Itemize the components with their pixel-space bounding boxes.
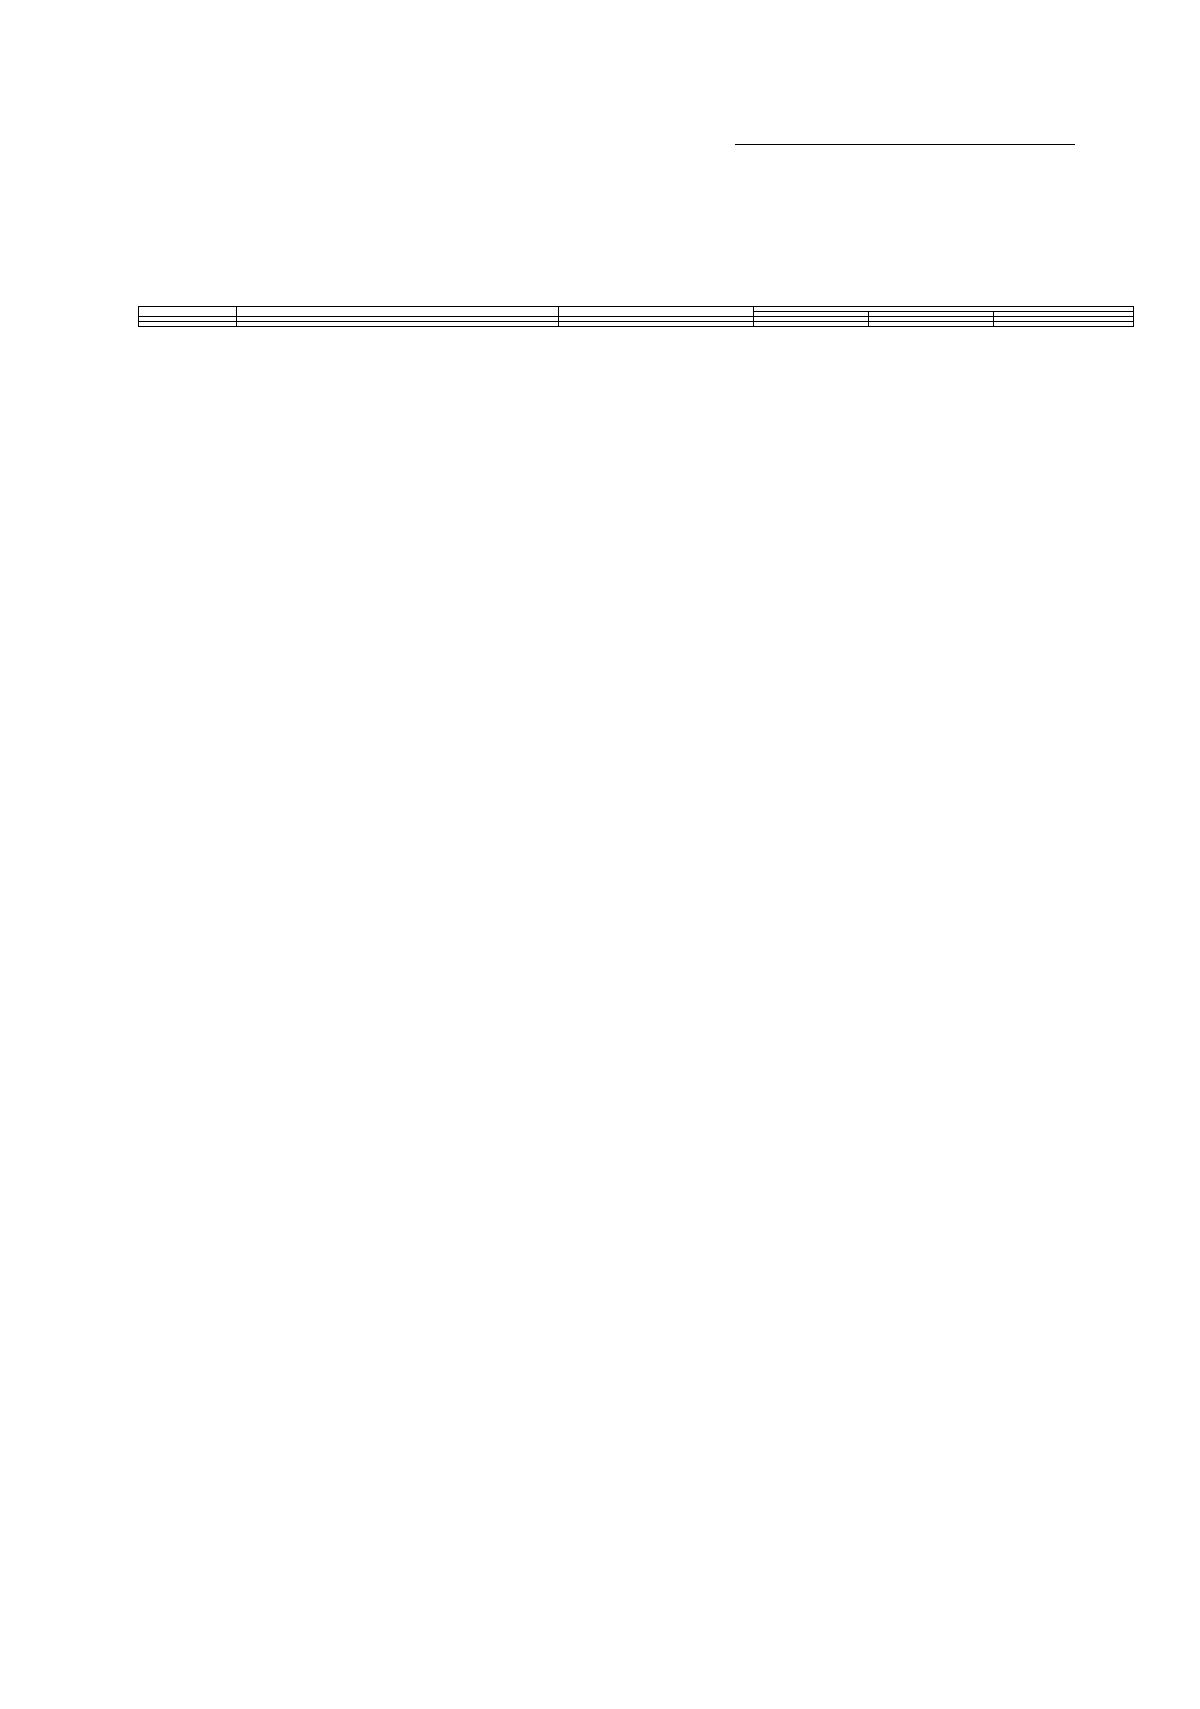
row-kind: [236, 322, 558, 327]
row-value: [869, 322, 994, 327]
date-field: [735, 114, 920, 145]
row-value: [994, 322, 1134, 327]
financial-norms-table: [138, 306, 1134, 327]
row-value: [754, 322, 869, 327]
number-field: [920, 114, 1075, 145]
row-number: [139, 322, 237, 327]
resolution-date-line: [735, 114, 1175, 145]
row-unit: [558, 322, 754, 327]
header-row-number: [139, 307, 237, 317]
table-row: [139, 322, 1134, 327]
header-kind: [236, 307, 558, 317]
appendix-header: [735, 114, 1175, 145]
header-unit: [558, 307, 754, 317]
